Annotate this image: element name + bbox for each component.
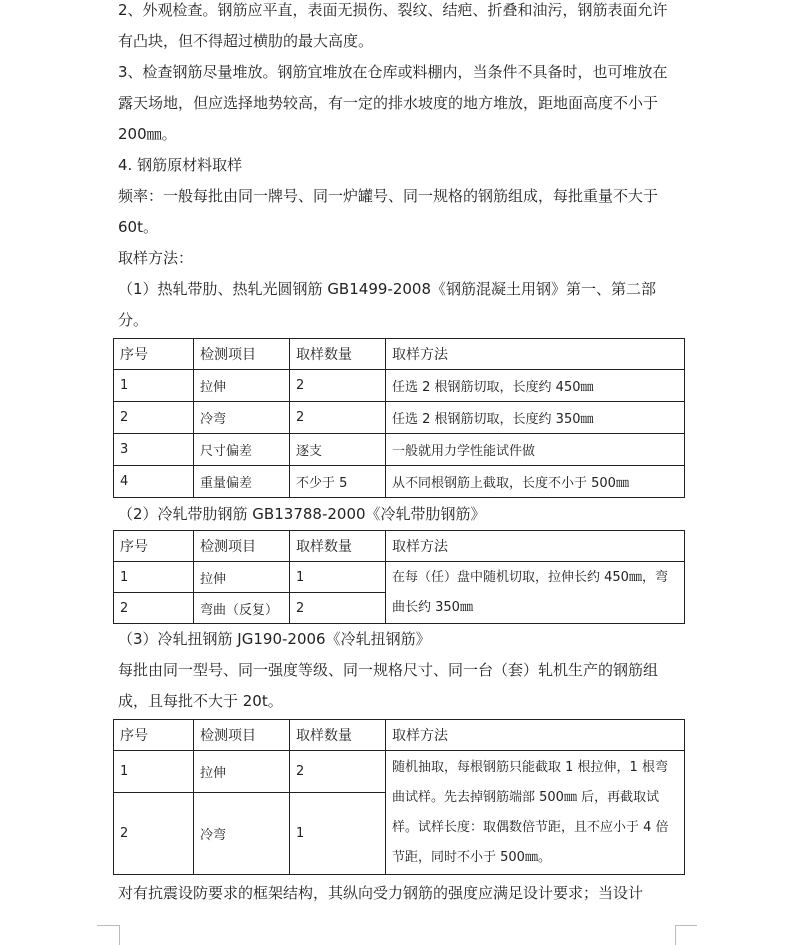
cell-method: 从不同根钢筋上截取，长度不小于 500㎜ — [386, 466, 685, 498]
paragraph-hot-rolled: （1）热轧带肋、热轧光圆钢筋 GB1499-2008《钢筋混凝土用钢》第一、第二部分。 — [118, 280, 656, 329]
header-qty: 取样数量 — [290, 531, 386, 562]
table-header-row — [114, 339, 685, 370]
cell-qty: 1 — [290, 562, 386, 593]
paragraph-storage: 3、检查钢筋尽量堆放。钢筋宜堆放在仓库或料棚内，当条件不具备时，也可堆放在露天场地，但应选择地势较高，有一定的排水坡度的地方堆放，距地面高度不小于 200㎜。 — [118, 63, 668, 143]
paragraph-frequency: 频率：一般每批由同一牌号、同一炉罐号、同一规格的钢筋组成，每批重量不大于 60t。 — [118, 187, 663, 236]
table-row — [114, 562, 685, 593]
table-row — [114, 434, 685, 466]
cell-item: 尺寸偏差 — [194, 434, 290, 466]
table-cold-rolled-ribbed — [113, 530, 685, 624]
header-item: 检测项目 — [194, 720, 290, 751]
page-corner-mark-left-h — [97, 925, 119, 926]
cell-item: 拉伸 — [194, 370, 290, 402]
table-header-row — [114, 720, 685, 751]
cell-method: 任选 2 根钢筋切取，长度约 350㎜ — [386, 402, 685, 434]
cell-no: 4 — [114, 466, 194, 498]
table-row — [114, 751, 685, 793]
table-row — [114, 466, 685, 498]
header-item: 检测项目 — [194, 531, 290, 562]
table-cold-rolled-twisted — [113, 719, 685, 875]
header-method: 取样方法 — [386, 531, 685, 562]
cell-no: 3 — [114, 434, 194, 466]
header-qty: 取样数量 — [290, 720, 386, 751]
cell-no: 2 — [114, 593, 194, 624]
header-no: 序号 — [114, 720, 194, 751]
header-no: 序号 — [114, 339, 194, 370]
cell-no: 2 — [114, 402, 194, 434]
page-corner-mark-right — [675, 925, 698, 945]
cell-item: 重量偏差 — [194, 466, 290, 498]
header-method: 取样方法 — [386, 720, 685, 751]
cell-item: 冷弯 — [194, 793, 290, 875]
header-item: 检测项目 — [194, 339, 290, 370]
cell-item: 弯曲（反复） — [194, 593, 290, 624]
cell-no: 1 — [114, 562, 194, 593]
cell-no: 2 — [114, 793, 194, 875]
cell-method-merged: 随机抽取，每根钢筋只能截取 1 根拉伸，1 根弯曲试样。先去掉钢筋端部 500㎜ 后，再截取试样。试样长度：取偶数倍节距，且不应小于 4 倍节距，同时不小于 500㎜。 — [386, 751, 685, 875]
table-hot-rolled — [113, 338, 685, 498]
paragraph-seismic: 对有抗震设防要求的框架结构，其纵向受力钢筋的强度应满足设计要求；当设计 — [118, 884, 644, 902]
section-heading-sampling: 4. 钢筋原材料取样 — [118, 156, 243, 174]
cell-qty: 2 — [290, 402, 386, 434]
cell-item: 拉伸 — [194, 562, 290, 593]
table-row — [114, 402, 685, 434]
table-header-row — [114, 531, 685, 562]
page-corner-mark-right-h — [675, 925, 697, 926]
page-corner-mark-left — [97, 925, 120, 945]
paragraph-batch-rule: 每批由同一型号、同一强度等级、同一规格尺寸、同一台（套）轧机生产的钢筋组成，且每批不大于 20t。 — [118, 661, 659, 710]
cell-qty: 2 — [290, 593, 386, 624]
cell-no: 1 — [114, 370, 194, 402]
paragraph-sampling-method: 取样方法： — [118, 249, 194, 267]
header-no: 序号 — [114, 531, 194, 562]
cell-qty: 不少于 5 — [290, 466, 386, 498]
cell-qty: 2 — [290, 370, 386, 402]
cell-no: 1 — [114, 751, 194, 793]
header-method: 取样方法 — [386, 339, 685, 370]
cell-qty: 2 — [290, 751, 386, 793]
cell-method: 一般就用力学性能试件做 — [386, 434, 685, 466]
paragraph-cold-rolled-twisted: （3）冷轧扭钢筋 JG190-2006《冷轧扭钢筋》 — [118, 630, 431, 648]
cell-item: 冷弯 — [194, 402, 290, 434]
cell-method-merged: 在每（任）盘中随机切取，拉伸长约 450㎜，弯曲长约 350㎜ — [386, 562, 685, 624]
cell-qty: 1 — [290, 793, 386, 875]
paragraph-appearance-check: 2、外观检查。钢筋应平直，表面无损伤、裂纹、结疤、折叠和油污，钢筋表面允许有凸块，但不得超过横肋的最大高度。 — [118, 1, 668, 50]
cell-method: 任选 2 根钢筋切取，长度约 450㎜ — [386, 370, 685, 402]
paragraph-cold-rolled-ribbed: （2）冷轧带肋钢筋 GB13788-2000《冷轧带肋钢筋》 — [118, 505, 486, 523]
cell-qty: 逐支 — [290, 434, 386, 466]
table-row — [114, 370, 685, 402]
cell-item: 拉伸 — [194, 751, 290, 793]
header-qty: 取样数量 — [290, 339, 386, 370]
